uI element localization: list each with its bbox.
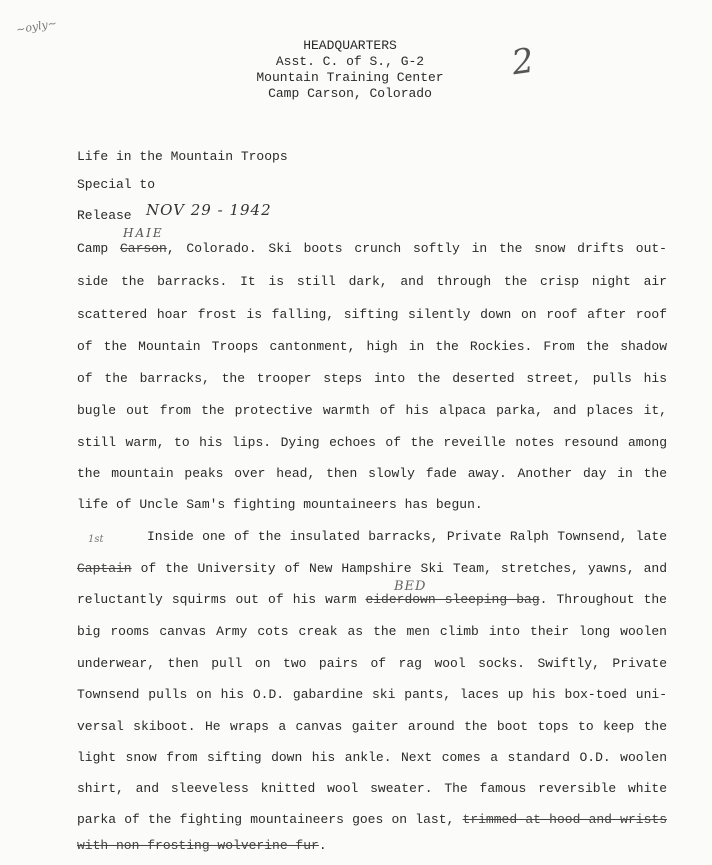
struck-text: Captain xyxy=(77,561,132,576)
document-title: Life in the Mountain Troops xyxy=(77,149,288,164)
letterhead-line-2: Asst. C. of S., G-2 xyxy=(275,54,425,69)
body-line-15: Townsend pulls on his O.D. gabardine ski pants, laces up his box-toed uni- xyxy=(77,687,667,702)
special-to-label: Special to xyxy=(77,177,156,192)
body-text: reluctantly squirms out of his warm xyxy=(77,592,366,607)
body-line-13: big rooms canvas Army cots creak as the men climb into their long woolen xyxy=(77,624,667,639)
letterhead-line-4: Camp Carson, Colorado xyxy=(268,86,432,101)
body-line-1 xyxy=(77,241,667,256)
body-line-4: of the Mountain Troops cantonment, high in the Rockies. From the shadow xyxy=(77,339,667,354)
struck-text: with non-frosting wolverine fur xyxy=(77,838,319,853)
handwritten-rank-correction: 1st xyxy=(88,534,104,545)
body-text: parka of the fighting mountaineers goes on last, xyxy=(77,812,463,827)
handwritten-page-number: 2 xyxy=(509,40,537,84)
body-line-18: shirt, and sleeveless knitted wool sweater. The famous reversible white xyxy=(77,781,667,796)
body-line-5: of the barracks, the trooper steps into the deserted street, pulls his xyxy=(77,371,667,386)
body-line-3: scattered hoar frost is falling, sifting silently down on roof after roof xyxy=(77,307,667,322)
corner-handwritten-mark: ~oyly~ xyxy=(15,16,58,37)
release-label: Release xyxy=(77,208,132,223)
body-line-11 xyxy=(77,561,667,576)
body-line-2: side the barracks. It is still dark, and through the crisp night air xyxy=(77,274,667,289)
letterhead-line-1: HEADQUARTERS xyxy=(303,38,397,53)
body-line-7: still warm, to his lips. Dying echoes of the reveille notes resound among xyxy=(77,435,667,450)
handwritten-bag-correction: BED xyxy=(394,579,427,594)
letterhead xyxy=(240,38,460,102)
body-text: . xyxy=(318,838,327,853)
letterhead-line-3: Mountain Training Center xyxy=(256,70,444,85)
struck-text: Carson xyxy=(120,241,167,256)
body-line-9: life of Uncle Sam's fighting mountaineers has begun. xyxy=(77,497,483,512)
body-line-14: underwear, then pull on two pairs of rag wool socks. Swiftly, Private xyxy=(77,656,667,671)
body-line-17: light snow from sifting down his ankle. Next comes a standard O.D. woolen xyxy=(77,750,667,765)
body-line-20 xyxy=(77,838,667,853)
body-line-8: the mountain peaks over head, then slowly fade away. Another day in the xyxy=(77,466,667,481)
body-text: . Throughout the xyxy=(539,592,667,607)
body-line-6: bugle out from the protective warmth of his alpaca parka, and places it, xyxy=(77,403,667,418)
handwritten-release-date: NOV 29 - 1942 xyxy=(146,201,272,219)
body-line-10: Inside one of the insulated barracks, Private Ralph Townsend, late xyxy=(147,529,667,544)
handwritten-place-correction: HAIE xyxy=(123,226,164,240)
body-text: of the University of New Hampshire Ski Team, stretches, yawns, and xyxy=(131,561,667,576)
body-line-12 xyxy=(77,592,667,607)
struck-text: eiderdown sleeping bag xyxy=(365,592,540,607)
body-line-16: versal skiboot. He wraps a canvas gaiter around the boot tops to keep the xyxy=(77,719,667,734)
body-line-19 xyxy=(77,812,667,827)
struck-text: trimmed at hood and wrists xyxy=(462,812,667,827)
body-text: , Colorado. Ski boots crunch softly in the snow drifts out- xyxy=(166,241,667,256)
body-text: Camp xyxy=(77,241,120,256)
